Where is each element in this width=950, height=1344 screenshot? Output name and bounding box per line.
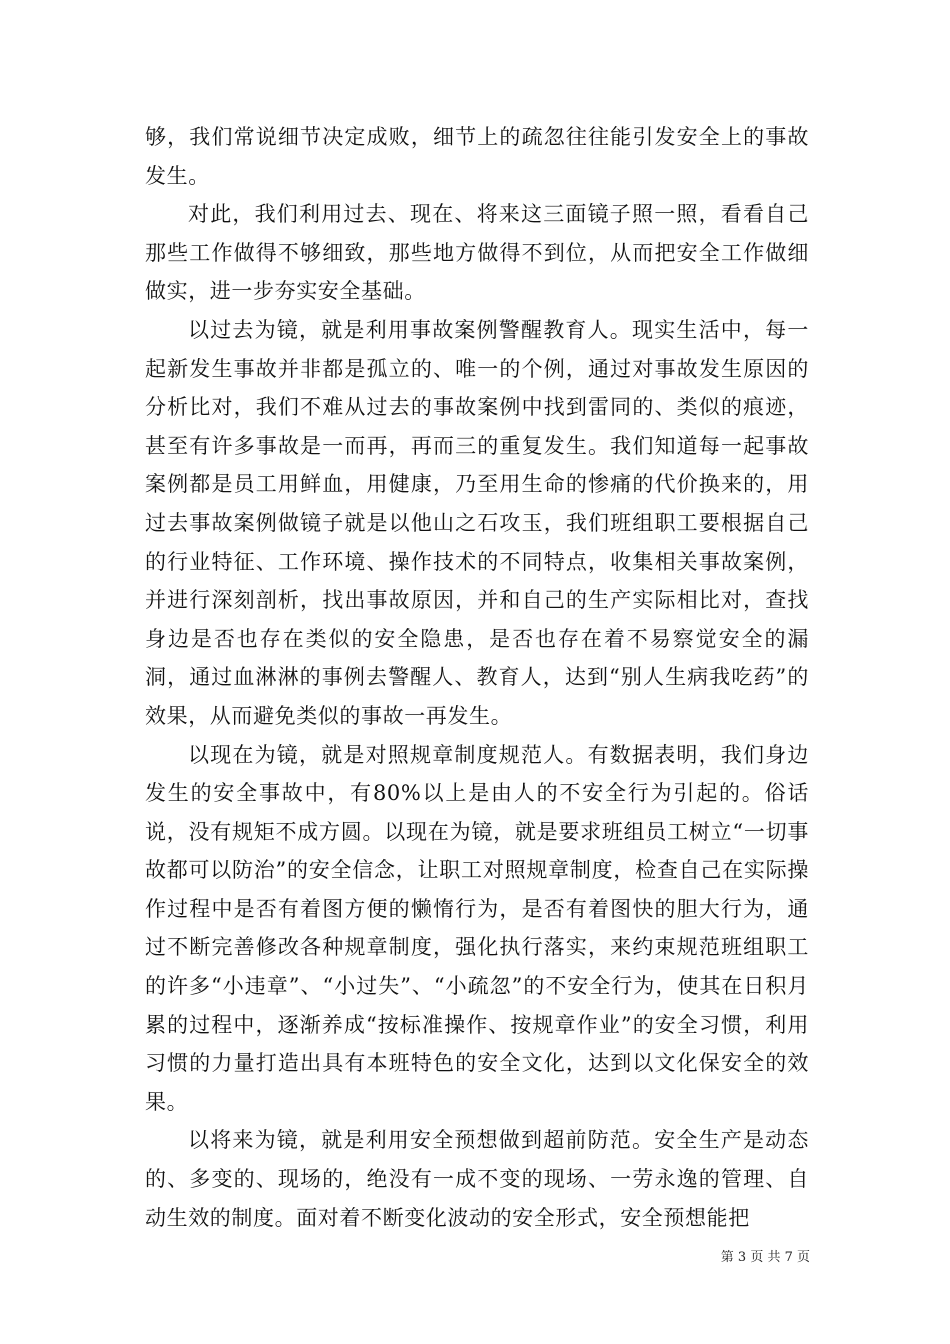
document-body — [145, 118, 809, 1237]
paragraph-continuation: 够，我们常说细节决定成败，细节上的疏忽往往能引发安全上的事故发生。 — [145, 125, 809, 188]
page-number-footer: 第 3 页 共 7 页 — [720, 1250, 810, 1265]
paragraph-present-as-mirror: 以现在为镜，就是对照规章制度规范人。有数据表明，我们身边发生的安全事故中，有80%以上是由人的不安全行为引起的。俗话说，没有规矩不成方圆。以现在为镜，就是要求班组员工树立“一切事故都可以防治”的安全信念，让职工对照规章制度，检查自己在实际操作过程中是否有着图方便的懒惰行为，是否有着图快的胆大行为，通过不断完善修改各种规章制度，强化执行落实，来约束规范班组职工的许多“小违章”、“小过失”、“小疏忽”的不安全行为，使其在日积月累的过程中，逐渐养成“按标准操作、按规章作业”的安全习惯，利用习惯的力量打造出具有本班特色的安全文化，达到以文化保安全的效果。 — [145, 742, 809, 1114]
paragraph-mirrors-intro: 对此，我们利用过去、现在、将来这三面镜子照一照，看看自己那些工作做得不够细致，那些地方做得不到位，从而把安全工作做细做实，进一步夯实安全基础。 — [145, 202, 809, 304]
paragraph-future-as-mirror: 以将来为镜，就是利用安全预想做到超前防范。安全生产是动态的、多变的、现场的，绝没有一成不变的现场、一劳永逸的管理、自动生效的制度。面对着不断变化波动的安全形式，安全预想能把 — [145, 1128, 809, 1230]
paragraph-past-as-mirror: 以过去为镜，就是利用事故案例警醒教育人。现实生活中，每一起新发生事故并非都是孤立的、唯一的个例，通过对事故发生原因的分析比对，我们不难从过去的事故案例中找到雷同的、类似的痕迹，甚至有许多事故是一而再，再而三的重复发生。我们知道每一起事故案例都是员工用鲜血，用健康，乃至用生命的惨痛的代价换来的，用过去事故案例做镜子就是以他山之石攻玉，我们班组职工要根据自己的行业特征、工作环境、操作技术的不同特点，收集相关事故案例，并进行深刻剖析，找出事故原因，并和自己的生产实际相比对，查找身边是否也存在类似的安全隐患，是否也存在着不易察觉安全的漏洞，通过血淋淋的事例去警醒人、教育人，达到“别人生病我吃药”的效果，从而避免类似的事故一再发生。 — [145, 317, 809, 728]
